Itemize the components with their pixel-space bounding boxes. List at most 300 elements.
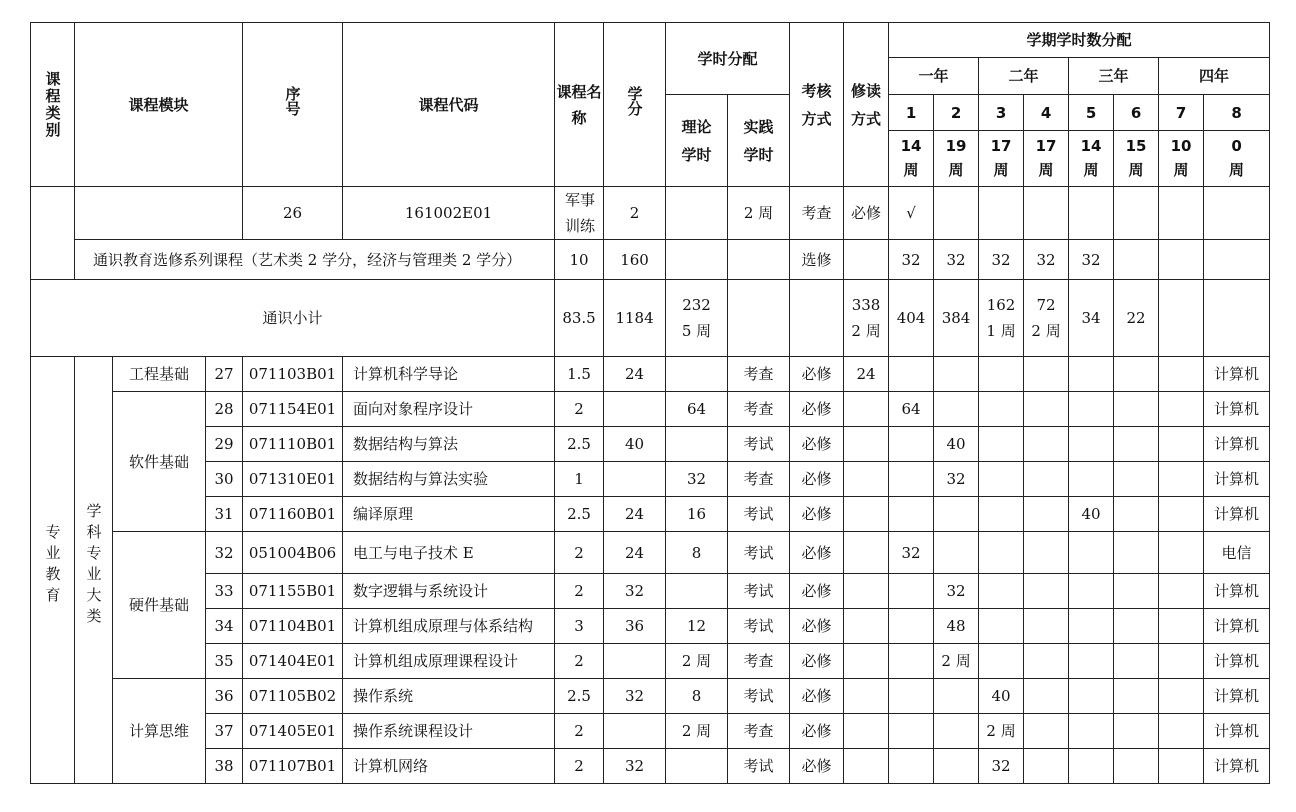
- cell-unit: 计算机: [1204, 714, 1270, 749]
- cell-assessment: 考查: [728, 357, 790, 392]
- header-semester-3: 3: [979, 95, 1024, 131]
- cell-theory: 32: [604, 679, 666, 714]
- module-hardware: 硬件基础: [113, 532, 206, 679]
- cell-course-name: 数据结构与算法: [343, 427, 555, 462]
- cell-course-name: 编译原理: [343, 497, 555, 532]
- cell-credit: 2: [555, 532, 604, 574]
- cell-seq: 29: [206, 427, 243, 462]
- cell-sem-3: [934, 749, 979, 784]
- cell-study-mode: 必修: [790, 644, 844, 679]
- cell-sem-3: 2 周: [934, 644, 979, 679]
- subtotal-theory: 1184: [604, 280, 666, 357]
- cell-course-name: 计算机科学导论: [343, 357, 555, 392]
- weeks-8-text: 0周: [1229, 137, 1245, 179]
- cell-sem-7: [1114, 574, 1159, 609]
- header-weeks-2: [934, 131, 979, 187]
- cell-practice: [666, 749, 728, 784]
- cell-sem-4: 32: [979, 240, 1024, 280]
- cell-sem-4: [979, 392, 1024, 427]
- cell-credit: 2.5: [555, 427, 604, 462]
- cell-sem-1: [844, 462, 889, 497]
- cell-practice: [666, 240, 728, 280]
- cell-assessment: 考试: [728, 609, 790, 644]
- cell-study-mode: 必修: [790, 497, 844, 532]
- table-row: [31, 714, 1270, 749]
- cell-course-name: 操作系统课程设计: [343, 714, 555, 749]
- cell-sem-7: [1114, 644, 1159, 679]
- table-row: [31, 462, 1270, 497]
- table-row: [31, 497, 1270, 532]
- cell-assessment: 考试: [728, 679, 790, 714]
- cell-sem-8: [1159, 392, 1204, 427]
- cell-unit: 计算机: [1204, 392, 1270, 427]
- cell-sem-6: [1069, 644, 1114, 679]
- cell-unit: 计算机: [1204, 609, 1270, 644]
- cell-code: 161002E01: [343, 187, 555, 240]
- cell-theory: [604, 644, 666, 679]
- cell-seq: 26: [243, 187, 343, 240]
- cell-sem-7: [1114, 357, 1159, 392]
- cell-practice: [666, 427, 728, 462]
- subtotal-row: [31, 280, 1270, 357]
- table-row: [31, 187, 1270, 240]
- cell-seq: 30: [206, 462, 243, 497]
- table-row: [31, 240, 1270, 280]
- cell-sem-5: [1024, 357, 1069, 392]
- header-theory-hours: [666, 95, 728, 187]
- cell-sem-1: [844, 427, 889, 462]
- cell-sem-5: [1069, 187, 1114, 240]
- subtotal-sem-6: 34: [1069, 280, 1114, 357]
- cell-sem-2: [889, 714, 934, 749]
- cell-sem-8: [1159, 240, 1204, 280]
- cell-sem-7: [1114, 609, 1159, 644]
- cell-sem-6: [1069, 574, 1114, 609]
- cell-course-name: 计算机组成原理课程设计: [343, 644, 555, 679]
- cell-credit: 2: [555, 574, 604, 609]
- header-year-2: 二年: [979, 58, 1069, 95]
- curriculum-table: [30, 22, 1270, 784]
- header-semester-6: 6: [1114, 95, 1159, 131]
- header-seq: [243, 23, 343, 187]
- cell-practice: 16: [666, 497, 728, 532]
- module-thinking: 计算思维: [113, 679, 206, 784]
- cell-sem-3: 40: [934, 427, 979, 462]
- weeks-5-text: 14周: [1080, 137, 1102, 179]
- cell-code: 071310E01: [243, 462, 343, 497]
- cell-sem-6: [1069, 392, 1114, 427]
- header-weeks-8: [1204, 131, 1270, 187]
- header-weeks-5: [1069, 131, 1114, 187]
- subtotal-sem-8: [1159, 280, 1204, 357]
- major-category-text: 专业教育: [43, 524, 62, 608]
- header-category: [31, 23, 75, 187]
- cell-practice: 2 周: [666, 644, 728, 679]
- cell-sem-5: [1024, 714, 1069, 749]
- table-row: [31, 392, 1270, 427]
- cell-sem-6: [1069, 357, 1114, 392]
- header-credit-text: 学分: [625, 85, 644, 116]
- header-assessment: [790, 23, 844, 187]
- header-category-text: 课程类别: [43, 70, 62, 139]
- weeks-4-text: 17周: [1035, 137, 1057, 179]
- header-semester-7: 7: [1159, 95, 1204, 131]
- cell-study-mode: 必修: [790, 714, 844, 749]
- cell-study-mode: 必修: [790, 532, 844, 574]
- cell-sem-1: [844, 392, 889, 427]
- cell-theory: [604, 714, 666, 749]
- cell-theory: 32: [604, 749, 666, 784]
- weeks-7-text: 10周: [1170, 137, 1192, 179]
- cell-practice: [666, 357, 728, 392]
- cell-sem-7: [1114, 497, 1159, 532]
- cell-unit: 计算机: [1204, 427, 1270, 462]
- cell-seq: 33: [206, 574, 243, 609]
- cell-sem-4: [1024, 187, 1069, 240]
- cell-sem-4: 40: [979, 679, 1024, 714]
- header-year-4: 四年: [1159, 58, 1270, 95]
- cell-theory: [604, 462, 666, 497]
- cell-assessment: 考查: [728, 714, 790, 749]
- cell-sem-5: [1024, 532, 1069, 574]
- subtotal-practice-a: 232: [682, 296, 711, 314]
- cell-credit: 2: [555, 392, 604, 427]
- cell-assessment: 考试: [728, 497, 790, 532]
- cell-sem-4: [979, 532, 1024, 574]
- cell-sem-7: [1114, 532, 1159, 574]
- cell-credit: 1.5: [555, 357, 604, 392]
- cell-sem-3: 32: [934, 574, 979, 609]
- cell-study-mode: 必修: [790, 392, 844, 427]
- cell-sem-5: [1024, 462, 1069, 497]
- cell-practice: 32: [666, 462, 728, 497]
- table-row: [31, 749, 1270, 784]
- cell-study-mode: 必修: [790, 462, 844, 497]
- cell-sem-1: [844, 240, 889, 280]
- cell-sem-2: [889, 357, 934, 392]
- cell-sem-3: [934, 532, 979, 574]
- cell-sem-5: [1024, 679, 1069, 714]
- subtotal-sem-1-a: 338: [851, 296, 881, 314]
- cell-sem-6: [1069, 427, 1114, 462]
- cell-credit: 10: [555, 240, 604, 280]
- cell-sem-2: [889, 497, 934, 532]
- module-software: 软件基础: [113, 392, 206, 532]
- cell-study-mode: 必修: [790, 427, 844, 462]
- cell-sem-1: [844, 574, 889, 609]
- subtotal-credit: 83.5: [555, 280, 604, 357]
- header-practice-hours-text: 实践学时: [743, 117, 774, 164]
- cell-assessment: 考试: [728, 427, 790, 462]
- cell-sem-6: [1069, 749, 1114, 784]
- cell-study-mode: 必修: [790, 357, 844, 392]
- cell-sem-8: [1159, 679, 1204, 714]
- cell-credit: 2.5: [555, 679, 604, 714]
- table-row: [31, 532, 1270, 574]
- cell-unit: 计算机: [1204, 497, 1270, 532]
- cell-sem-7: [1114, 427, 1159, 462]
- cell-seq: 28: [206, 392, 243, 427]
- cell-sem-8: [1159, 427, 1204, 462]
- cell-seq: 38: [206, 749, 243, 784]
- cell-sem-8: [1159, 532, 1204, 574]
- cell-sem-4: 32: [979, 749, 1024, 784]
- cell-practice: 8: [666, 679, 728, 714]
- table-row: [31, 427, 1270, 462]
- header-weeks-1: [889, 131, 934, 187]
- header-semester-group: 学期学时数分配: [889, 23, 1270, 58]
- cell-sem-6: [1069, 609, 1114, 644]
- cell-sem-1: 24: [844, 357, 889, 392]
- header-hours-group: 学时分配: [666, 23, 790, 95]
- cell-sem-6: [1069, 714, 1114, 749]
- major-subcategory-cell: [75, 357, 113, 784]
- header-weeks-7: [1159, 131, 1204, 187]
- header-semester-8: 8: [1204, 95, 1270, 131]
- weeks-3-text: 17周: [990, 137, 1012, 179]
- cell-course-name: 数据结构与算法实验: [343, 462, 555, 497]
- table-row: [31, 679, 1270, 714]
- cell-seq: 27: [206, 357, 243, 392]
- cell-sem-5: [1024, 392, 1069, 427]
- cell-sem-4: [979, 497, 1024, 532]
- subtotal-practice: [666, 280, 728, 357]
- cell-sem-3: 32: [934, 462, 979, 497]
- header-semester-5: 5: [1069, 95, 1114, 131]
- cell-sem-7: [1114, 392, 1159, 427]
- cell-code: 071107B01: [243, 749, 343, 784]
- cell-sem-3: 32: [934, 240, 979, 280]
- cell-sem-7: [1114, 749, 1159, 784]
- subtotal-sem-4-b: 1 周: [986, 322, 1016, 340]
- cell-sem-3: [979, 187, 1024, 240]
- cell-credit: 2: [604, 187, 666, 240]
- header-code: 课程代码: [343, 23, 555, 187]
- header-semester-1: 1: [889, 95, 934, 131]
- table-row: [31, 357, 1270, 392]
- cell-credit: 2.5: [555, 497, 604, 532]
- cell-sem-8: [1159, 644, 1204, 679]
- cell-sem-2: [889, 749, 934, 784]
- cell-unit: 电信: [1204, 532, 1270, 574]
- cell-sem-2: [889, 574, 934, 609]
- cell-code: 051004B06: [243, 532, 343, 574]
- cell-sem-4: [979, 609, 1024, 644]
- header-year-3: 三年: [1069, 58, 1159, 95]
- cell-practice: 8: [666, 532, 728, 574]
- cell-sem-6: 40: [1069, 497, 1114, 532]
- subtotal-practice-b: 5 周: [681, 322, 712, 340]
- cell-sem-2: [889, 427, 934, 462]
- cell-unit: [1204, 240, 1270, 280]
- major-category-cell: [31, 357, 75, 784]
- cell-theory: 40: [604, 427, 666, 462]
- cell-study-mode: 必修: [844, 187, 889, 240]
- cell-course-name: 计算机网络: [343, 749, 555, 784]
- subtotal-sem-7: 22: [1114, 280, 1159, 357]
- cell-sem-4: [979, 644, 1024, 679]
- cell-sem-2: 64: [889, 392, 934, 427]
- cell-course-name: 军事训练: [555, 187, 604, 240]
- subtotal-sem-4-a: 162: [986, 296, 1016, 314]
- header-name: 课程名称: [555, 23, 604, 187]
- cell-sem-5: [1024, 609, 1069, 644]
- cell-theory: [666, 187, 728, 240]
- cell-sem-5: [1024, 574, 1069, 609]
- cell-course-name: 数字逻辑与系统设计: [343, 574, 555, 609]
- header-theory-hours-text: 理论学时: [681, 117, 712, 164]
- cell-sem-3: 48: [934, 609, 979, 644]
- cell-assessment: [728, 240, 790, 280]
- cell-code: 071110B01: [243, 427, 343, 462]
- cell-code: 071154E01: [243, 392, 343, 427]
- cell-sem-4: [979, 357, 1024, 392]
- elective-label: 通识教育选修系列课程（艺术类 2 学分，经济与管理类 2 学分）: [75, 240, 555, 280]
- cell-assessment: 考试: [728, 749, 790, 784]
- subtotal-unit: [1204, 280, 1270, 357]
- cell-sem-6: [1069, 462, 1114, 497]
- subtotal-sem-4: [979, 280, 1024, 357]
- cell-sem-4: [979, 462, 1024, 497]
- header-weeks-6: [1114, 131, 1159, 187]
- cell-seq: 31: [206, 497, 243, 532]
- cell-sem-1: √: [889, 187, 934, 240]
- header-assessment-text: 考核方式: [801, 81, 832, 128]
- cell-unit: 计算机: [1204, 357, 1270, 392]
- subtotal-sem-3: 384: [934, 280, 979, 357]
- cell-credit: 2: [555, 644, 604, 679]
- cell-assessment: 考查: [728, 644, 790, 679]
- cell-sem-4: [979, 427, 1024, 462]
- cell-practice: 12: [666, 609, 728, 644]
- cell-sem-8: [1159, 749, 1204, 784]
- cell-sem-1: [844, 749, 889, 784]
- cell-unit: 计算机: [1204, 679, 1270, 714]
- header-module: 课程模块: [75, 23, 243, 187]
- cell-seq: 34: [206, 609, 243, 644]
- cell-assessment: 考查: [728, 462, 790, 497]
- header-credit: [604, 23, 666, 187]
- cell-sem-1: [844, 714, 889, 749]
- cell-sem-3: [934, 679, 979, 714]
- cell-seq: 35: [206, 644, 243, 679]
- cell-theory: 32: [604, 574, 666, 609]
- cell-sem-3: [934, 392, 979, 427]
- cell-sem-5: 32: [1024, 240, 1069, 280]
- cell-practice: [666, 574, 728, 609]
- cell-sem-5: [1024, 749, 1069, 784]
- cell-course-name: 操作系统: [343, 679, 555, 714]
- cell-sem-8: [1204, 187, 1270, 240]
- cell-code: 071404E01: [243, 644, 343, 679]
- cell-code: 071104B01: [243, 609, 343, 644]
- cell-seq: 36: [206, 679, 243, 714]
- cell-sem-5: [1024, 497, 1069, 532]
- cell-sem-7: [1159, 187, 1204, 240]
- cell-assessment: 考试: [728, 574, 790, 609]
- cell-study-mode: 必修: [790, 679, 844, 714]
- table-row: [31, 574, 1270, 609]
- cell-sem-8: [1159, 574, 1204, 609]
- subtotal-study-mode: [790, 280, 844, 357]
- cell-sem-3: [934, 497, 979, 532]
- cell-credit: 2: [555, 714, 604, 749]
- cell-practice: 2 周: [666, 714, 728, 749]
- cell-course-name: 计算机组成原理与体系结构: [343, 609, 555, 644]
- cell-sem-5: [1024, 427, 1069, 462]
- cell-credit: 2: [555, 749, 604, 784]
- cell-sem-5: [1024, 644, 1069, 679]
- cell-code: 071105B02: [243, 679, 343, 714]
- module-engineering: 工程基础: [113, 357, 206, 392]
- cell-sem-8: [1159, 497, 1204, 532]
- cell-sem-7: [1114, 714, 1159, 749]
- cell-sem-2: [889, 679, 934, 714]
- header-semester-4: 4: [1024, 95, 1069, 131]
- header-weeks-4: [1024, 131, 1069, 187]
- weeks-6-text: 15周: [1125, 137, 1147, 179]
- cell-unit: 计算机: [1204, 749, 1270, 784]
- cell-sem-8: [1159, 714, 1204, 749]
- header-practice-hours: [728, 95, 790, 187]
- header-weeks-3: [979, 131, 1024, 187]
- cell-study-mode: 必修: [790, 609, 844, 644]
- subtotal-assessment: [728, 280, 790, 357]
- cell-course-name: 电工与电子技术 E: [343, 532, 555, 574]
- cell-unit: 计算机: [1204, 462, 1270, 497]
- cell-assessment: 考试: [728, 532, 790, 574]
- cell-sem-6: [1069, 679, 1114, 714]
- cell-sem-2: 32: [889, 240, 934, 280]
- header-year-1: 一年: [889, 58, 979, 95]
- subtotal-label: 通识小计: [31, 280, 555, 357]
- cell-sem-3: [934, 714, 979, 749]
- cell-code: 071155B01: [243, 574, 343, 609]
- cell-theory: 36: [604, 609, 666, 644]
- cell-sem-2: [889, 644, 934, 679]
- cell-sem-7: [1114, 462, 1159, 497]
- subtotal-sem-5-a: 72: [1036, 296, 1056, 314]
- cell-theory: 24: [604, 532, 666, 574]
- cell-code: 071405E01: [243, 714, 343, 749]
- cell-sem-8: [1159, 462, 1204, 497]
- cell-practice: 64: [666, 392, 728, 427]
- weeks-1-text: 14周: [900, 137, 922, 179]
- subtotal-sem-5-b: 2 周: [1031, 322, 1061, 340]
- cell-unit: 计算机: [1204, 644, 1270, 679]
- cell-sem-1: [844, 644, 889, 679]
- cell-sem-6: [1114, 187, 1159, 240]
- cell-sem-2: 32: [889, 532, 934, 574]
- cell-study-mode: 选修: [790, 240, 844, 280]
- cell-seq: 32: [206, 532, 243, 574]
- cell-practice: 2 周: [728, 187, 790, 240]
- cell-sem-1: [844, 532, 889, 574]
- cell-sem-7: [1114, 679, 1159, 714]
- cell-credit: 3: [555, 609, 604, 644]
- cell-sem-1: [844, 497, 889, 532]
- cell-unit: 计算机: [1204, 574, 1270, 609]
- cell-sem-4: 2 周: [979, 714, 1024, 749]
- cell-sem-1: [844, 679, 889, 714]
- cell-theory: 24: [604, 357, 666, 392]
- cell-seq: 37: [206, 714, 243, 749]
- cell-theory: 24: [604, 497, 666, 532]
- cell-sem-7: [1114, 240, 1159, 280]
- cell-sem-4: [979, 574, 1024, 609]
- subtotal-sem-5: [1024, 280, 1069, 357]
- table-row: [31, 644, 1270, 679]
